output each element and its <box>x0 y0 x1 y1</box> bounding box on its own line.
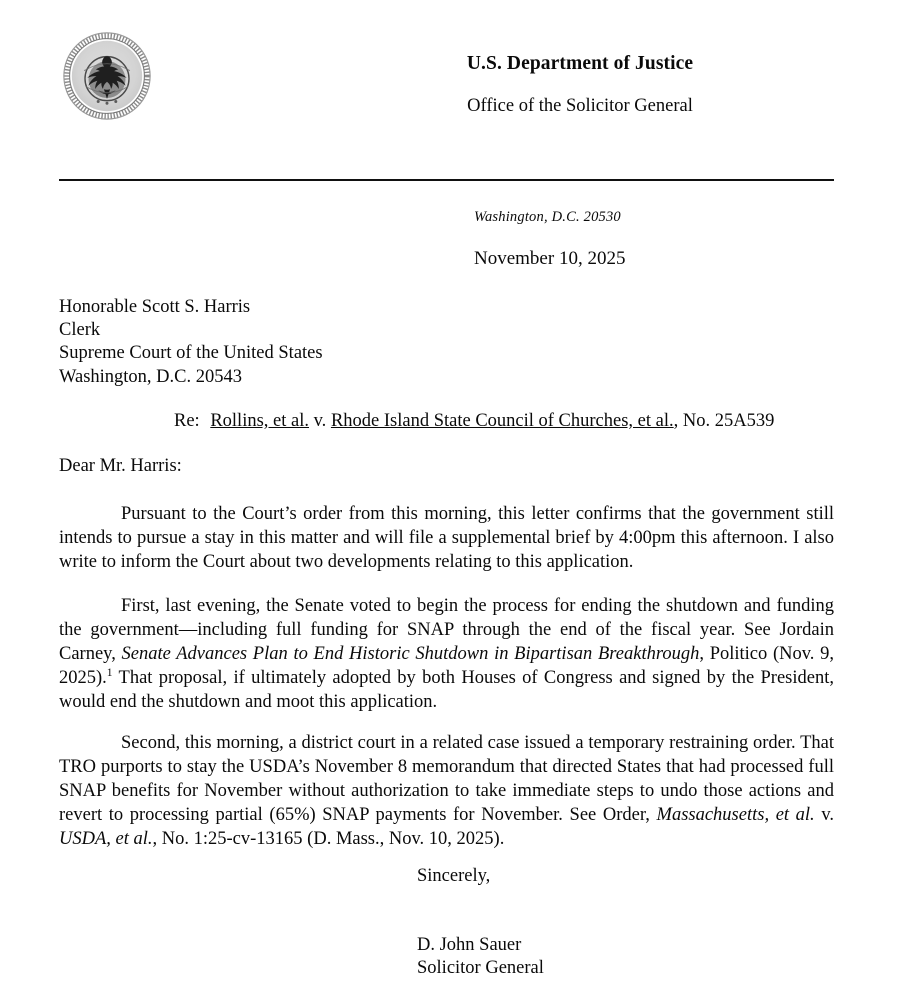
letter-date: November 10, 2025 <box>474 248 626 269</box>
para2-text-c: That proposal, if ultimately adopted by both Houses of Congress and signed by the President, would end the shutdown and moot this application. <box>59 668 834 713</box>
address-line: Supreme Court of the United States <box>59 343 323 364</box>
signature-block <box>417 934 544 980</box>
address-line: Washington, D.C. 20543 <box>59 366 242 387</box>
salutation: Dear Mr. Harris: <box>59 456 182 476</box>
para3-text-b: , No. 1:25-cv-13165 (D. Mass., Nov. 10, 2025). <box>152 829 505 850</box>
re-prefix: Re: <box>174 411 200 431</box>
para2-text-b: , Politico (Nov. 9, 2025). <box>59 644 834 689</box>
address-line: Clerk <box>59 320 101 341</box>
paragraph-text <box>59 731 834 851</box>
letterhead <box>300 52 860 118</box>
re-versus: v. <box>313 411 327 431</box>
body-paragraph-1 <box>59 502 834 574</box>
re-line <box>174 411 774 432</box>
signer-title: Solicitor General <box>417 958 544 979</box>
para3-case-plaintiff: Massachusetts, et al. <box>656 805 815 826</box>
para3-text-a: Second, this morning, a district court in a related case issued a temporary restraining order. That TRO purports to stay the USDA’s November 8 memorandum that directed States that had processed full SNAP benefits for November without authorization to take immediate steps to undo those actions and revert to processing partial (65%) SNAP payments for November. See Order, <box>59 733 834 826</box>
body-paragraph-2 <box>59 594 834 714</box>
para3-case-defendant: USDA, et al. <box>59 829 153 850</box>
paragraph-text <box>59 594 834 714</box>
re-petitioner: Rollins, et al. <box>210 411 309 431</box>
para2-article-title: Senate Advances Plan to End Historic Shutdown in Bipartisan Breakthrough <box>121 644 700 665</box>
inside-address <box>59 296 323 389</box>
valediction: Sincerely, <box>417 866 491 886</box>
paragraph-text: Pursuant to the Court’s order from this morning, this letter confirms that the government still intends to pursue a stay in this matter and will file a supplemental brief by 4:00pm this afternoon. I also write to inform the Court about two developments relating to this application. <box>59 504 834 573</box>
signer-name: D. John Sauer <box>417 935 522 955</box>
doj-seal-icon <box>61 32 153 120</box>
letterhead-divider <box>59 179 834 181</box>
department-title: U.S. Department of Justice <box>466 53 694 74</box>
para2-text-a: First, last evening, the Senate voted to begin the process for ending the shutdown and funding the government—including full funding for SNAP through the end of the fiscal year. See Jordain Carney, <box>59 596 834 665</box>
city-state-zip: Washington, D.C. 20530 <box>474 209 621 225</box>
footnote-marker[interactable]: 1 <box>106 667 113 680</box>
address-line: Honorable Scott S. Harris <box>59 297 251 317</box>
office-title: Office of the Solicitor General <box>467 96 693 117</box>
para3-versus: v. <box>814 805 834 826</box>
re-docket: , No. 25A539 <box>673 411 775 431</box>
body-paragraph-3 <box>59 731 834 851</box>
re-respondent: Rhode Island State Council of Churches, et al. <box>330 411 674 431</box>
